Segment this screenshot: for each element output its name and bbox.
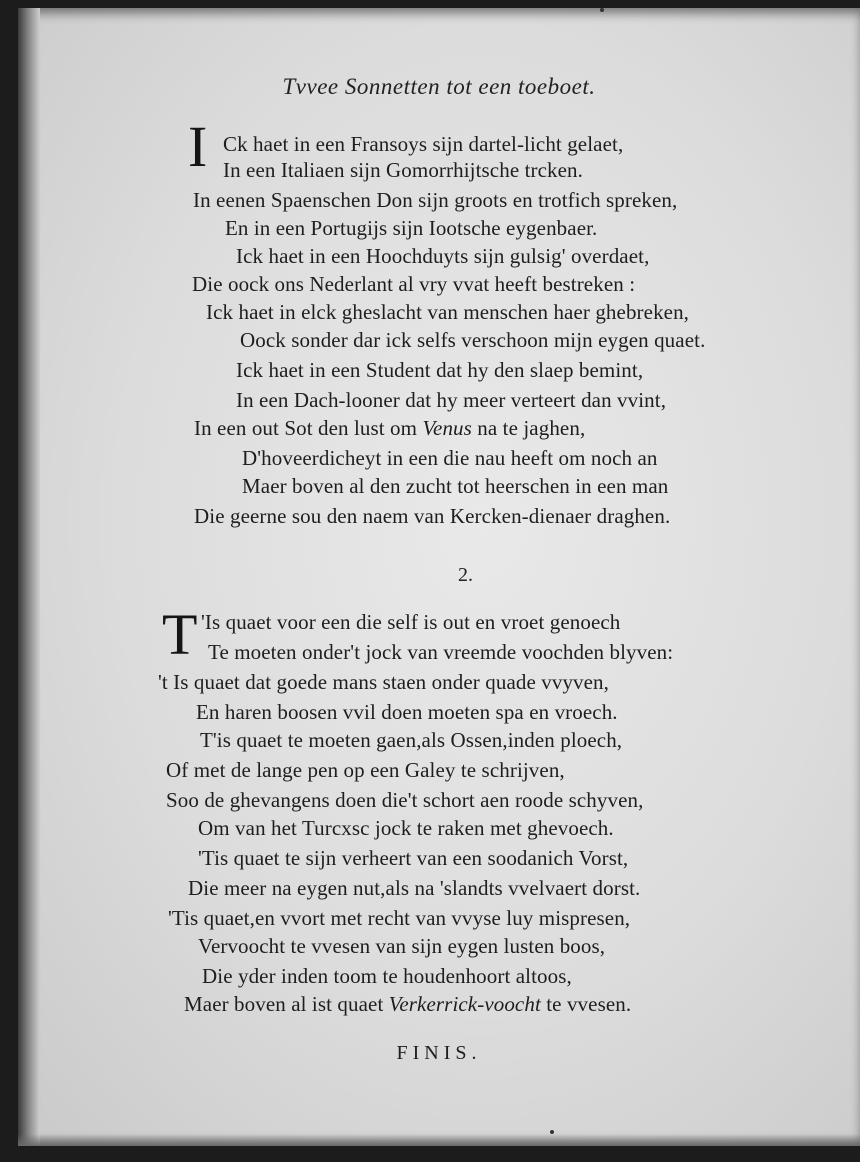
sonnet-2-line: T'is quaet te moeten gaen,als Ossen,inden ploech, bbox=[200, 728, 623, 752]
sonnet-1-line: Ick haet in een Hoochduyts sijn gulsig' overdaet, bbox=[236, 244, 650, 268]
sonnet-1-line: En in een Portugijs sijn Iootsche eygenbaer. bbox=[225, 216, 598, 240]
sonnet-2-line-text: Maer boven al ist quaet bbox=[184, 992, 389, 1016]
sonnet-1-line: In een Italiaen sijn Gomorrhijtsche trcken. bbox=[223, 158, 584, 182]
sonnet-2-line bbox=[184, 992, 631, 1017]
sonnet-2-dropcap: T bbox=[162, 602, 198, 667]
sonnet-2-line-text: te vvesen. bbox=[540, 992, 632, 1016]
paper-sheet bbox=[18, 8, 860, 1146]
sonnet-1-line-text: na te jaghen, bbox=[471, 416, 586, 440]
sonnet-1-italic-name: Venus bbox=[422, 416, 472, 440]
sonnet-1-line: Ick haet in een Student dat hy den slaep bemint, bbox=[236, 358, 644, 382]
sonnet-2-line: Soo de ghevangens doen die't schort aen roode schyven, bbox=[166, 788, 644, 812]
sonnet-1-line: D'hoveerdicheyt in een die nau heeft om noch an bbox=[242, 446, 658, 470]
sonnet-1-dropcap: I bbox=[188, 114, 208, 179]
sonnet-2-line: 'Is quaet voor een die self is out en vroet genoech bbox=[201, 610, 621, 634]
finis-label: FINIS. bbox=[396, 1042, 482, 1064]
sonnet-1-line-text: In een out Sot den lust om bbox=[194, 416, 423, 440]
sonnet-1-line: Ick haet in elck gheslacht van menschen haer ghebreken, bbox=[206, 300, 690, 324]
sonnet-2-line: Vervoocht te vvesen van sijn eygen lusten boos, bbox=[198, 934, 606, 958]
print-speck bbox=[600, 8, 604, 12]
sonnet-1-line: Oock sonder dar ick selfs verschoon mijn eygen quaet. bbox=[240, 328, 706, 352]
sonnet-2-line: Die yder inden toom te houdenhoort altoos, bbox=[202, 964, 572, 988]
sonnet-2-line: Of met de lange pen op een Galey te schrijven, bbox=[166, 758, 565, 782]
page-title: Tvvee Sonnetten tot een toeboet. bbox=[282, 74, 596, 99]
sonnet-2-italic-name: Verkerrick-voocht bbox=[388, 992, 541, 1016]
sonnet-2-line: Te moeten onder't jock van vreemde voochden blyven: bbox=[208, 640, 674, 664]
page-binding-edge bbox=[18, 8, 40, 1146]
sonnet-1-line: Die oock ons Nederlant al vry vvat heeft bestreken : bbox=[192, 272, 636, 296]
sonnet-1-line: In eenen Spaenschen Don sijn groots en trotfich spreken, bbox=[193, 188, 678, 212]
sonnet-2-line: 't Is quaet dat goede mans staen onder quade vvyven, bbox=[158, 670, 610, 694]
sonnet-2-line: En haren boosen vvil doen moeten spa en vroech. bbox=[196, 700, 618, 724]
sonnet-1-line: Die geerne sou den naem van Kercken-dienaer draghen. bbox=[194, 504, 671, 528]
sonnet-2-line: Om van het Turcxsc jock te raken met ghevoech. bbox=[198, 816, 614, 840]
sonnet-1-line bbox=[194, 416, 585, 441]
page-bottom-edge bbox=[18, 1134, 860, 1146]
print-speck bbox=[550, 1130, 554, 1134]
section-number: 2. bbox=[458, 564, 473, 586]
sonnet-1-line: In een Dach-looner dat hy meer verteert dan vvint, bbox=[236, 388, 667, 412]
sonnet-1-line: Maer boven al den zucht tot heerschen in een man bbox=[242, 474, 669, 498]
sonnet-2-line: 'Tis quaet te sijn verheert van een soodanich Vorst, bbox=[198, 846, 629, 870]
sonnet-2-line: 'Tis quaet,en vvort met recht van vvyse luy mispresen, bbox=[168, 906, 631, 930]
sonnet-2-line: Die meer na eygen nut,als na 'slandts vvelvaert dorst. bbox=[188, 876, 641, 900]
sonnet-1-line: Ck haet in een Fransoys sijn dartel-licht gelaet, bbox=[223, 132, 624, 156]
